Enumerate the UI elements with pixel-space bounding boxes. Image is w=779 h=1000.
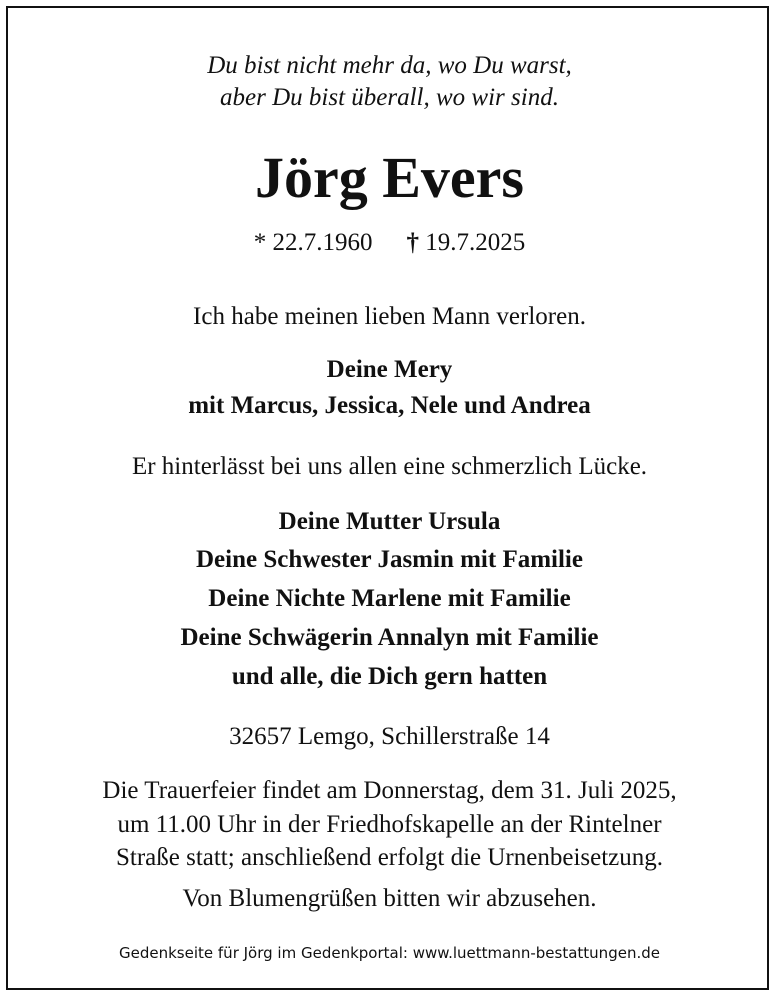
wife-signature-line-1: Deine Mery — [326, 356, 453, 383]
family-signature-line-3: Deine Nichte Marlene mit Familie — [208, 585, 571, 612]
memorial-page-footer: Gedenkseite für Jörg im Gedenkportal: www.luettmann-bestattungen.de — [119, 944, 660, 962]
motto-line-2: aber Du bist überall, wo wir sind. — [220, 84, 559, 111]
wife-signature-line-2: mit Marcus, Jessica, Nele und Andrea — [188, 392, 591, 419]
life-dates — [0, 228, 779, 258]
dagger-icon: † — [406, 229, 419, 256]
family-signature-line-4: Deine Schwägerin Annalyn mit Familie — [180, 624, 599, 651]
ceremony-line-1: Die Trauerfeier findet am Donnerstag, dem 31. Juli 2025, — [102, 777, 677, 804]
family-statement: Er hinterlässt bei uns allen eine schmerzlich Lücke. — [131, 453, 648, 480]
birth-symbol: * — [253, 229, 267, 256]
address: 32657 Lemgo, Schillerstraße 14 — [229, 723, 550, 750]
ceremony-line-2: um 11.00 Uhr in der Friedhofskapelle an der Rintelner — [117, 811, 662, 838]
flowers-note: Von Blumengrüßen bitten wir abzusehen. — [182, 885, 597, 912]
death-date: 19.7.2025 — [425, 229, 526, 256]
wife-statement: Ich habe meinen lieben Mann verloren. — [193, 303, 586, 330]
family-signature-line-2: Deine Schwester Jasmin mit Familie — [196, 546, 583, 573]
family-signature-line-5: und alle, die Dich gern hatten — [231, 663, 548, 690]
motto-line-1: Du bist nicht mehr da, wo Du warst, — [207, 52, 572, 79]
deceased-name: Jörg Evers — [255, 145, 524, 210]
ceremony-line-3: Straße statt; anschließend erfolgt die Urnenbeisetzung. — [115, 844, 664, 871]
birth-date: 22.7.1960 — [272, 229, 373, 256]
family-signature-line-1: Deine Mutter Ursula — [278, 508, 501, 535]
